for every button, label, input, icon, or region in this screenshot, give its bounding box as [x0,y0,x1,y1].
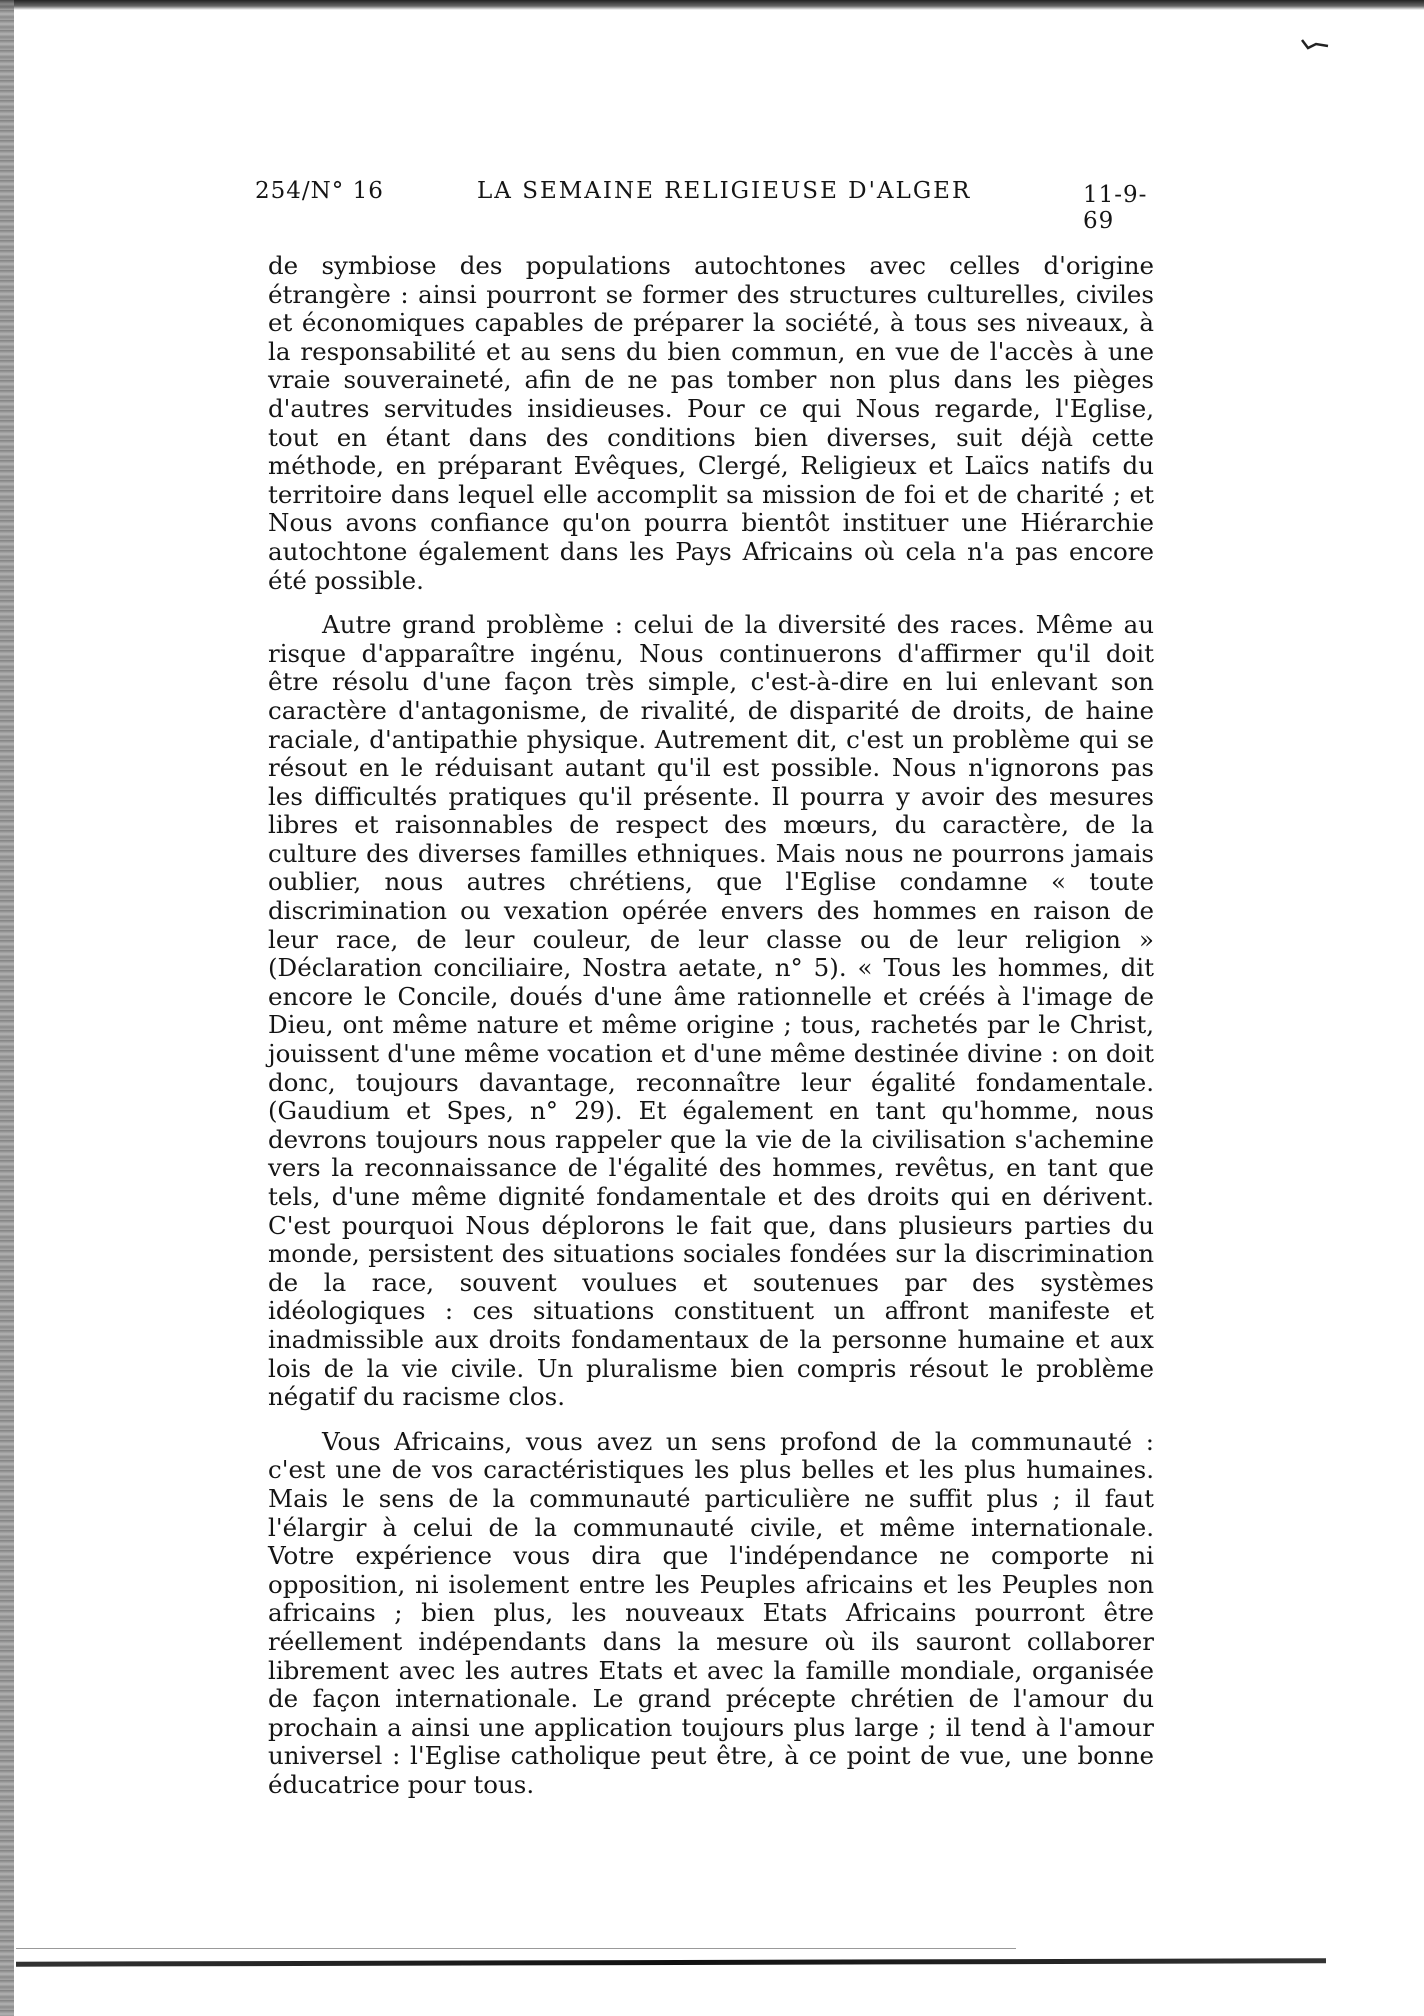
scan-bottom-rule-thin [16,1948,1016,1949]
issue-date: 11-9-69 [1083,182,1148,234]
scan-top-edge [0,0,1424,10]
article-body [268,252,1154,1815]
running-header [255,178,1160,234]
paragraph-1: de symbiose des populations autochtones avec celles d'origine étrangère : ainsi pourront se former des structures culturelles, civiles et économiques capables de préparer la société, à tous ses niveaux, à la responsabilité et au sens du bien commun, en vue de l'accès à une vraie souveraineté, afin de ne pas tomber non plus dans les pièges d'autres servitudes insidieuses. Pour ce qui Nous regarde, l'Eglise, tout en étant dans des conditions bien diverses, suit déjà cette méthode, en préparant Evêques, Clergé, Religieux et Laïcs natifs du territoire dans lequel elle accomplit sa mission de foi et de charité ; et Nous avons confiance qu'on pourra bientôt instituer une Hiérarchie autochtone également dans les Pays Africains où cela n'a pas encore été possible. [268,251,1154,595]
page-reference: 254/N° 16 [255,178,384,204]
paragraph-2: Autre grand problème : celui de la diversité des races. Même au risque d'apparaître ingénu, Nous continuerons d'affirmer qu'il doit être résolu d'une façon très simple, c'est-à-dire en lui enlevant son caractère d'antagonisme, de rivalité, de disparité de droits, de haine raciale, d'antipathie physique. Autrement dit, c'est un problème qui se résout en le réduisant autant qu'il est possible. Nous n'ignorons pas les difficultés pratiques qu'il présente. Il pourra y avoir des mesures libres et raisonnables de respect des mœurs, du caractère, de la culture des diverses familles ethniques. Mais nous ne pourrons jamais oublier, nous autres chrétiens, que l'Eglise condamne « toute discrimination ou vexation opérée envers des hommes en raison de leur race, de leur couleur, de leur classe ou de leur religion » (Déclaration conciliaire, Nostra aetate, n° 5). « Tous les hommes, dit encore le Concile, doués d'une âme rationnelle et créés à l'image de Dieu, ont même nature et même origine ; tous, rachetés par le Christ, jouissent d'une même vocation et d'une même destinée divine : on doit donc, toujours davantage, reconnaître leur égalité fondamentale. (Gaudium et Spes, n° 29). Et également en tant qu'homme, nous devrons toujours nous rappeler que la vie de la civilisation s'achemine vers la reconnaissance de l'égalité des hommes, revêtus, en tant que tels, d'une même dignité fondamentale et des droits qui en dérivent. C'est pourquoi Nous déplorons le fait que, dans plusieurs parties du monde, persistent des situations sociales fondées sur la discrimination de la race, souvent voulues et soutenues par des systèmes idéologiques : ces situations constituent un affront manifeste et inadmissible aux droits fondamentaux de la personne humaine et aux lois de la vie civile. Un pluralisme bien compris résout le problème négatif du racisme clos. [268,610,1154,1412]
scan-bottom-rule [16,1958,1326,1966]
scan-left-edge [0,0,14,2016]
publication-title: LA SEMAINE RELIGIEUSE D'ALGER [477,178,972,204]
scan-mark [1300,38,1330,52]
paragraph-3: Vous Africains, vous avez un sens profond de la communauté : c'est une de vos caractéristiques les plus belles et les plus humaines. Mais le sens de la communauté particulière ne suffit plus ; il faut l'élargir à celui de la communauté civile, et même internationale. Votre expérience vous dira que l'indépendance ne comporte ni opposition, ni isolement entre les Peuples africains et les Peuples non africains ; bien plus, les nouveaux Etats Africains pourront être réellement indépendants dans la mesure où ils sauront collaborer librement avec les autres Etats et avec la famille mondiale, organisée de façon internationale. Le grand précepte chrétien de l'amour du prochain a ainsi une application toujours plus large ; il tend à l'amour universel : l'Eglise catholique peut être, à ce point de vue, une bonne éducatrice pour tous. [268,1426,1154,1799]
